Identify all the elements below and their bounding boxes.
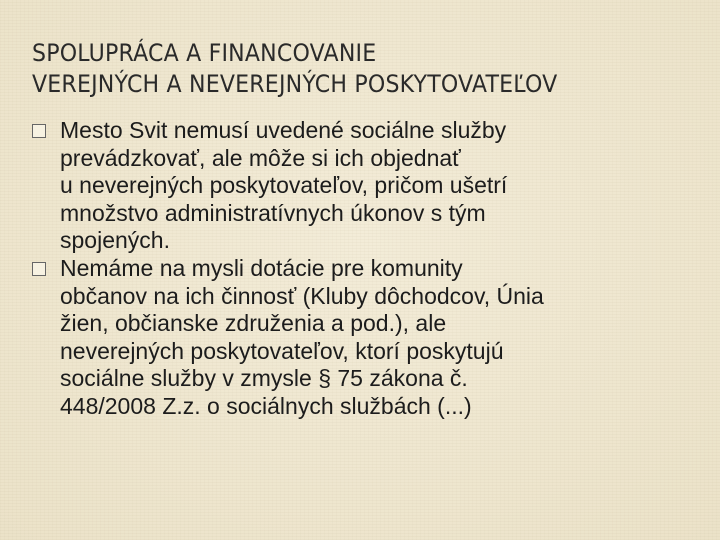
bullet-2-line-1: Nemáme na mysli dotácie pre komunity: [60, 254, 463, 281]
bullet-2-line-4: neverejných poskytovateľov, ktorí poskytujú: [60, 337, 504, 364]
bullet-1-line-5: spojených.: [60, 227, 170, 254]
bullet-1-line-2: prevádzkovať, ale môže si ich objednať: [60, 144, 461, 171]
title-line-2: VEREJNÝCH A NEVEREJNÝCH POSKYTOVATEĽOV: [32, 70, 558, 98]
bullet-2-line-2: občanov na ich činnosť (Kluby dôchodcov, Únia: [60, 282, 544, 309]
title-line-1: SPOLUPRÁCA A FINANCOVANIE: [32, 39, 377, 67]
bullet-1-line-4: množstvo administratívnych úkonov s tým: [60, 199, 486, 226]
bullet-item-1: [32, 117, 692, 255]
bullet-1-line-1: Mesto Svit nemusí uvedené sociálne služby: [60, 117, 507, 143]
bullet-2-line-5: sociálne služby v zmysle § 75 zákona č.: [60, 365, 468, 392]
bullet-1-line-3: u neverejných poskytovateľov, pričom ušetrí: [60, 172, 508, 199]
slide-title: [32, 38, 648, 100]
bullet-list: [32, 117, 692, 421]
bullet-2-line-6: 448/2008 Z.z. o sociálnych službách (...): [60, 392, 472, 419]
checkbox-bullet-icon: [32, 262, 46, 276]
checkbox-bullet-icon: [32, 124, 46, 138]
bullet-item-2: [32, 255, 692, 421]
bullet-2-line-3: žien, občianske združenia a pod.), ale: [60, 310, 447, 337]
